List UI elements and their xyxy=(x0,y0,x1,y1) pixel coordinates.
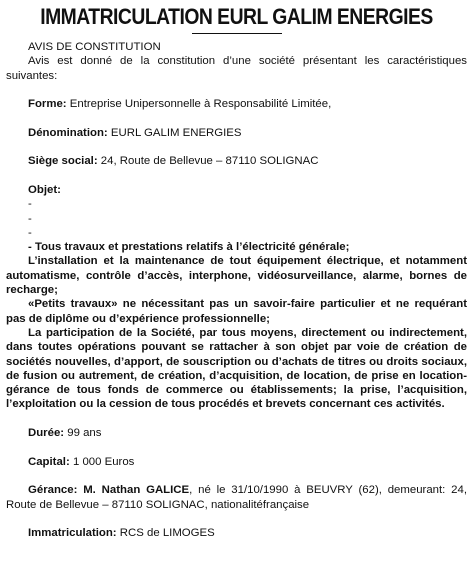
notice-title: IMMATRICULATION EURL GALIM ENERGIES xyxy=(40,4,433,29)
avis-text: Avis est donné de la constitution d’une société présentant les caractéristiques suivantes: xyxy=(6,55,467,82)
denomination-label: Dénomination: xyxy=(28,126,108,139)
objet-label: Objet: xyxy=(28,183,61,196)
immatriculation-line xyxy=(6,526,467,540)
forme-value: Entreprise Unipersonnelle à Responsabilité Limitée, xyxy=(66,98,332,111)
objet-item-3: «Petits travaux» ne nécessitant pas un savoir-faire particulier et ne requérant pas de diplôme ou d’expérience professionnelle; xyxy=(6,298,467,325)
immatriculation-value: RCS de LIMOGES xyxy=(116,527,215,540)
title-divider xyxy=(192,33,282,34)
objet-dash-2: - xyxy=(28,212,32,225)
objet-item-4: La participation de la Société, par tous moyens, directement ou indirectement, dans toutes opérations pouvant se rattacher à son objet par voie de création de sociétés nouvelles, d’apport, de souscription ou d’achats de titres ou droits sociaux, de fusion ou autrement, de création, d’acquisition, de location, de prise en location-gérance de tous fonds de commerce ou établissements; la prise, l’acquisition, l’exploitation ou la cession de tous procédés et brevets concernant ces activités. xyxy=(6,326,467,411)
forme-label: Forme: xyxy=(28,98,67,111)
siege-line xyxy=(6,154,467,168)
duree-label: Durée: xyxy=(28,427,65,440)
capital-value: 1 000 Euros xyxy=(69,455,135,468)
objet-item-1: - Tous travaux et prestations relatifs à l’électricité générale; xyxy=(28,241,350,254)
siege-label: Siège social: xyxy=(28,155,98,168)
immatriculation-label: Immatriculation: xyxy=(28,527,117,540)
notice-body xyxy=(6,40,467,540)
gerance-line xyxy=(6,483,467,512)
avis-heading: AVIS DE CONSTITUTION xyxy=(28,41,161,53)
siege-value: 24, Route de Bellevue – 87110 SOLIGNAC xyxy=(97,155,319,168)
objet-item-2: L’installation et la maintenance de tout équipement électrique, et notamment automatisme, contrôle d’accès, interphone, vidéosurveillance, alarme, bornes de recharge; xyxy=(6,255,467,297)
forme-line xyxy=(6,97,467,111)
objet-dash-3: - xyxy=(28,226,32,239)
duree-line xyxy=(6,426,467,440)
denomination-line xyxy=(6,126,467,140)
capital-label: Capital: xyxy=(28,455,70,468)
gerance-label: Gérance: M. Nathan GALICE xyxy=(28,484,190,497)
denomination-value: EURL GALIM ENERGIES xyxy=(107,126,242,139)
gerance-value: , né le 31/10/1990 à BEUVRY (62), demeurant: 24, Route de Bellevue – 87110 SOLIGNAC, nationalitéfrançaise xyxy=(6,484,467,511)
capital-line xyxy=(6,455,467,469)
duree-value: 99 ans xyxy=(64,427,102,440)
objet-dash-1: - xyxy=(28,198,32,211)
